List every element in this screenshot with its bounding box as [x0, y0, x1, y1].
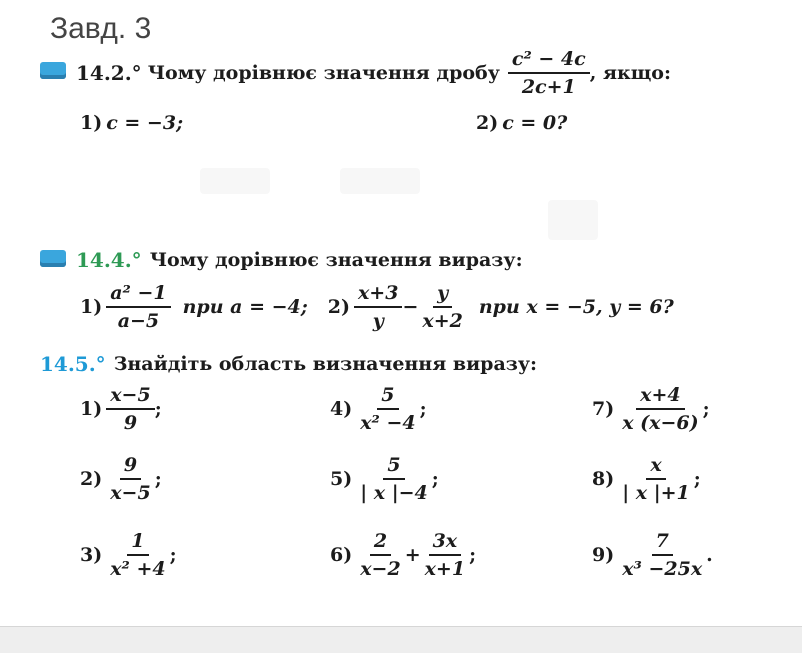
fraction: [106, 384, 154, 434]
faded-area: [200, 168, 270, 194]
book-icon: [40, 250, 66, 267]
domain-item-7: [592, 384, 710, 434]
numerator: y: [433, 282, 452, 308]
domain-item-5: [330, 454, 439, 504]
item-label: 5): [330, 468, 353, 490]
denominator: x² −4: [360, 412, 416, 434]
minus-sign: −: [402, 296, 419, 318]
domain-item-8: [592, 454, 701, 504]
plus-sign: +: [404, 544, 421, 566]
domain-item-4: [330, 384, 427, 434]
item-label: 8): [592, 468, 615, 490]
item-label: 2): [476, 112, 499, 134]
numerator: 7: [652, 530, 673, 556]
fraction: [508, 48, 590, 98]
denominator: 2c+1: [521, 76, 576, 98]
denominator: x−5: [110, 482, 151, 504]
item-expression: c = −3;: [106, 112, 184, 134]
problem-text: Чому дорівнює значення дробу: [147, 62, 500, 84]
numerator: x: [646, 454, 665, 480]
item-label: 1): [80, 398, 103, 420]
item-punctuation: ;: [169, 544, 177, 566]
problem-suffix: , якщо:: [589, 62, 671, 84]
fraction: [618, 384, 702, 434]
domain-item-2: [80, 454, 162, 504]
denominator: | x |−4: [360, 482, 428, 504]
fraction: [106, 530, 169, 580]
denominator: x² +4: [110, 558, 166, 580]
numerator: 3x: [429, 530, 462, 556]
problem-14-2-item-2: [476, 112, 567, 134]
item-punctuation: ;: [154, 468, 162, 490]
book-icon: [40, 62, 66, 79]
item-label: 7): [592, 398, 615, 420]
problem-text: Знайдіть область визначення виразу:: [113, 353, 538, 375]
domain-item-1: [80, 384, 162, 434]
fraction: [618, 530, 706, 580]
numerator: 2: [370, 530, 391, 556]
problem-text: Чому дорівнює значення виразу:: [149, 249, 523, 271]
denominator: 9: [123, 412, 138, 434]
domain-item-9: [592, 530, 713, 580]
item-condition: при a = −4;: [182, 296, 308, 318]
faded-area: [340, 168, 420, 194]
denominator: x−2: [360, 558, 401, 580]
numerator: a² −1: [106, 282, 170, 308]
numerator: 5: [383, 454, 404, 480]
fraction: [418, 282, 466, 332]
denominator: x+1: [424, 558, 466, 580]
fraction: [354, 282, 402, 332]
numerator: x+3: [354, 282, 402, 308]
domain-item-6: [330, 530, 476, 580]
numerator: x+4: [636, 384, 684, 410]
domain-item-3: [80, 530, 177, 580]
denominator: y: [372, 310, 384, 332]
fraction: [356, 454, 432, 504]
problem-14-4-items: [80, 282, 674, 332]
fraction: [106, 454, 154, 504]
faded-area: [548, 200, 598, 240]
item-label: 2): [80, 468, 103, 490]
denominator: a−5: [117, 310, 160, 332]
numerator: 9: [120, 454, 141, 480]
item-punctuation: ;: [431, 468, 439, 490]
fraction: [106, 282, 170, 332]
item-expression: c = 0?: [502, 112, 568, 134]
problem-number: 14.4.°: [76, 248, 142, 272]
item-label: 4): [330, 398, 353, 420]
item-punctuation: ;: [419, 398, 427, 420]
item-punctuation: .: [706, 544, 713, 566]
fraction: [356, 530, 404, 580]
fraction: [421, 530, 469, 580]
numerator: 1: [127, 530, 148, 556]
numerator: 5: [377, 384, 398, 410]
fraction: [356, 384, 419, 434]
fraction: [618, 454, 694, 504]
numerator: c² − 4c: [508, 48, 590, 74]
item-label: 6): [330, 544, 353, 566]
item-punctuation: ;: [469, 544, 477, 566]
item-label: 1): [80, 112, 103, 134]
problem-number: 14.2.°: [76, 61, 142, 85]
item-punctuation: ;: [693, 468, 701, 490]
item-punctuation: ;: [154, 398, 162, 420]
numerator: x−5: [106, 384, 154, 410]
problem-number: 14.5.°: [40, 352, 106, 376]
item-label: 9): [592, 544, 615, 566]
problem-14-2-statement: [76, 48, 671, 98]
denominator: | x |+1: [622, 482, 690, 504]
problem-14-5-statement: [40, 352, 537, 376]
item-condition: при x = −5, y = 6?: [478, 296, 674, 318]
bottom-bar: [0, 626, 802, 653]
denominator: x+2: [422, 310, 463, 332]
item-punctuation: ;: [702, 398, 710, 420]
task-heading: Завд. 3: [50, 12, 152, 45]
item-label: 3): [80, 544, 103, 566]
problem-14-2-item-1: [80, 112, 183, 134]
problem-14-4-statement: [76, 248, 523, 272]
item-label: 2): [327, 296, 350, 318]
denominator: x (x−6): [622, 412, 699, 434]
denominator: x³ −25x: [622, 558, 703, 580]
item-label: 1): [80, 296, 103, 318]
